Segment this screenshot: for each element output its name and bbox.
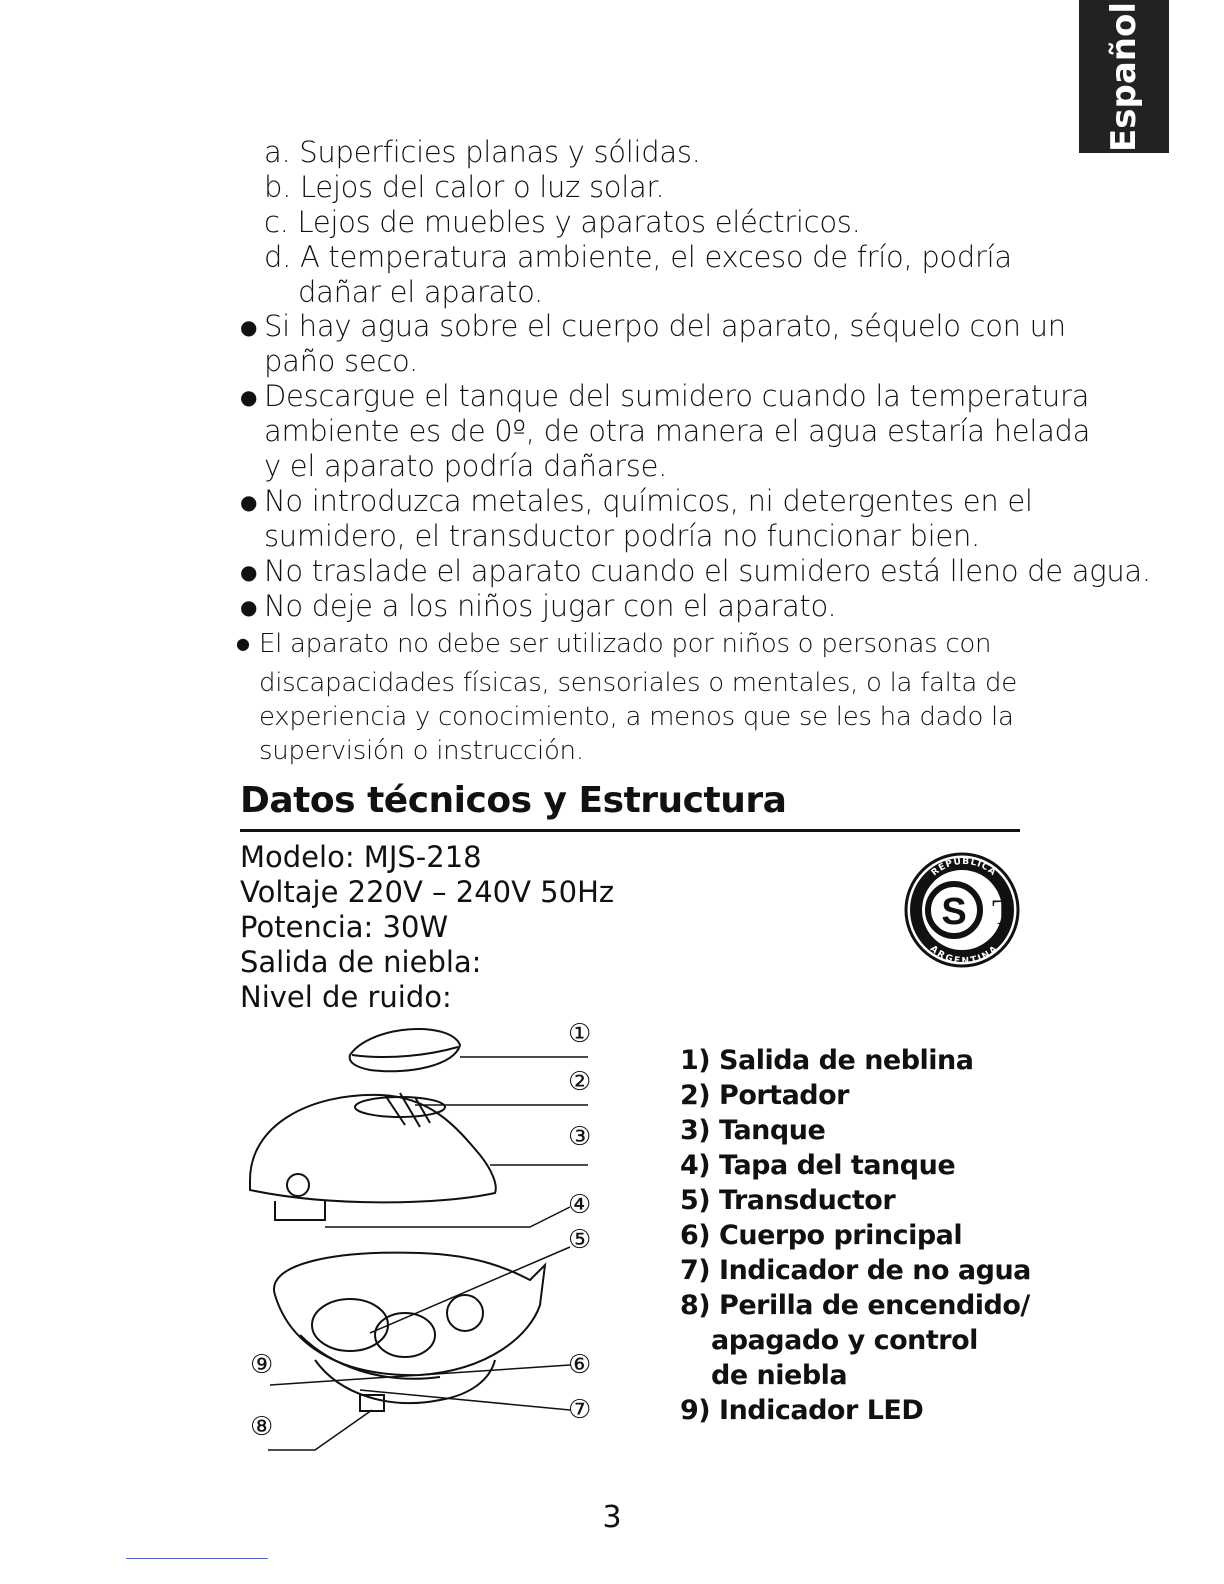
bullet-5-line-1: No deje a los niños jugar con el aparato. [264,589,837,623]
spec-mist-output: Salida de niebla: [240,945,482,979]
bullet-2-line-3: y el aparato podría dañarse. [264,449,668,483]
list-item-c: c. Lejos de muebles y aparatos eléctricos. [264,205,861,239]
part-7: 7) Indicador de no agua [680,1255,1031,1286]
bullet-6-line-2: discapacidades físicas, sensoriales o mentales, o la falta de [259,668,1017,698]
tank-cap [275,1201,325,1220]
part-1: 1) Salida de neblina [680,1045,974,1076]
bullet-2-line-2: ambiente es de 0º, de otra manera el agua estaría helada [264,414,1091,448]
seal-bottom-text: ARGENTINA [927,944,1001,967]
bullet-6-line-3: experiencia y conocimiento, a menos que se les ha dado la [259,702,1014,732]
part-8-cont-2: de niebla [711,1360,848,1391]
humidifier-diagram [240,1015,610,1460]
bullet-dot: ● [240,560,258,584]
bullet-dot: ● [236,634,250,653]
part-8: 8) Perilla de encendido/ [680,1290,1030,1321]
callout-9: ⑨ [250,1350,274,1380]
section-title: Datos técnicos y Estructura [240,780,787,821]
part-3: 3) Tanque [680,1115,826,1146]
bullet-4-line-1: No traslade el aparato cuando el sumidero está lleno de agua. [264,554,1151,588]
callout-7: ⑦ [568,1395,592,1425]
part-6: 6) Cuerpo principal [680,1220,963,1251]
spec-noise-level: Nivel de ruido: [240,980,452,1014]
callout-8: ⑧ [250,1412,274,1442]
part-2: 2) Portador [680,1080,849,1111]
bullet-6-line-1: El aparato no debe ser utilizado por niños o personas con [259,629,992,659]
callout-5: ⑤ [568,1225,592,1255]
certification-seal [900,840,1024,974]
bullet-3-line-2: sumidero, el transductor podría no funcionar bien. [264,519,980,553]
callout-4: ④ [568,1190,592,1220]
spec-model: Modelo: MJS-218 [240,840,482,874]
bullet-dot: ● [240,595,258,619]
bullet-dot: ● [240,315,258,339]
bullet-3-line-1: No introduzca metales, químicos, ni detergentes en el [264,484,1033,518]
callout-3: ③ [568,1122,592,1152]
seal-letter-s: S [941,891,967,933]
page-number: 3 [602,1500,622,1535]
part-4: 4) Tapa del tanque [680,1150,956,1181]
list-item-d: d. A temperatura ambiente, el exceso de frío, podría [264,240,1012,274]
language-tab-label: Español [1104,1,1144,152]
callout-1: ① [568,1019,592,1049]
bullet-dot: ● [240,490,258,514]
callout-2: ② [568,1067,592,1097]
callout-6: ⑥ [568,1350,592,1380]
list-item-d-cont: dañar el aparato. [298,275,543,309]
section-divider [240,829,1020,832]
part-5: 5) Transductor [680,1185,896,1216]
knob [447,1295,483,1331]
seal-top-text: REPUBLICA [929,856,999,879]
bullet-1-line-2: paño seco. [264,344,418,378]
bullet-6-line-4: supervisión o instrucción. [259,736,584,766]
part-8-cont-1: apagado y control [711,1325,978,1356]
seal-letter-t: T [992,892,1014,932]
bullet-dot: ● [240,385,258,409]
bullet-2-line-1: Descargue el tanque del sumidero cuando la temperatura [264,379,1090,413]
bullet-1-line-1: Si hay agua sobre el cuerpo del aparato, séquelo con un [264,309,1066,343]
list-item-b: b. Lejos del calor o luz solar. [264,170,665,204]
part-9: 9) Indicador LED [680,1395,924,1426]
spec-power: Potencia: 30W [240,910,449,944]
spec-voltage: Voltaje 220V – 240V 50Hz [240,875,615,909]
language-tab [1079,0,1169,153]
list-item-a: a. Superficies planas y sólidas. [264,135,701,169]
footer-rule [126,1558,268,1559]
